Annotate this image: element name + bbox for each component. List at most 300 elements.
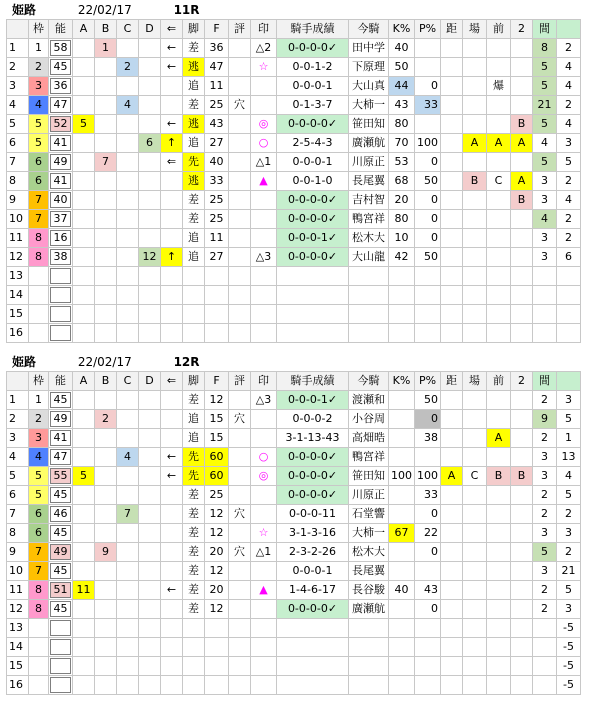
col-d-cell [139, 581, 161, 600]
leg-type-cell: 差 [183, 581, 205, 600]
col-f-cell: 47 [205, 58, 229, 77]
mark-cell [251, 486, 277, 505]
table-header [7, 20, 581, 39]
rating-cell [229, 248, 251, 267]
no-cell-cell: 6 [7, 134, 29, 153]
distance-cell: A [441, 467, 463, 486]
col-d-cell [139, 600, 161, 619]
p-pct-cell: 50 [415, 391, 441, 410]
second-cell [511, 657, 533, 676]
distance-cell [441, 391, 463, 410]
col-a-cell [73, 191, 95, 210]
col-b-cell [95, 619, 117, 638]
second-cell [511, 638, 533, 657]
col-b-cell [95, 391, 117, 410]
mark-cell [251, 562, 277, 581]
distance-cell [441, 305, 463, 324]
rating-cell [229, 486, 251, 505]
second-cell: B [511, 191, 533, 210]
leg-type-cell: 追 [183, 429, 205, 448]
table-row [7, 286, 581, 305]
column-header: 今騎 [349, 372, 389, 391]
k-pct-cell [389, 324, 415, 343]
course-cell [463, 676, 487, 695]
ability-cell [49, 467, 73, 486]
ability-cell [49, 96, 73, 115]
column-header: 場 [463, 20, 487, 39]
venue-label: 姫路 [12, 355, 37, 369]
ability-cell [49, 77, 73, 96]
mark-cell: △1 [251, 153, 277, 172]
col-b-cell [95, 324, 117, 343]
waku-cell: 8 [29, 248, 49, 267]
ability-value [50, 306, 71, 322]
ability-value: 40 [50, 192, 71, 208]
no-cell-cell: 12 [7, 600, 29, 619]
jockey-cell [349, 305, 389, 324]
jockey-cell: 大柿一 [349, 524, 389, 543]
waku-cell: 4 [29, 448, 49, 467]
col-d-cell [139, 638, 161, 657]
table-row [7, 676, 581, 695]
no-cell-cell: 5 [7, 115, 29, 134]
waku-cell: 8 [29, 581, 49, 600]
rating-cell [229, 39, 251, 58]
col-f-cell: 20 [205, 543, 229, 562]
column-header: B [95, 20, 117, 39]
k-pct-cell: 68 [389, 172, 415, 191]
interval-2-cell: 21 [557, 562, 581, 581]
col-c-cell [117, 324, 139, 343]
col-b-cell: 1 [95, 39, 117, 58]
col-f-cell: 27 [205, 248, 229, 267]
p-pct-cell [415, 267, 441, 286]
jockey-cell [349, 286, 389, 305]
ability-cell [49, 638, 73, 657]
prev-cell [487, 448, 511, 467]
distance-cell [441, 172, 463, 191]
no-cell-cell: 3 [7, 77, 29, 96]
mark-cell [251, 77, 277, 96]
p-pct-cell: 0 [415, 210, 441, 229]
k-pct-cell [389, 448, 415, 467]
ability-value: 58 [50, 40, 71, 56]
col-f-cell: 25 [205, 191, 229, 210]
prev-cell [487, 600, 511, 619]
course-cell [463, 77, 487, 96]
column-header [557, 20, 581, 39]
ability-cell [49, 267, 73, 286]
prev-cell [487, 210, 511, 229]
col-f-cell [205, 267, 229, 286]
col-b-cell [95, 248, 117, 267]
leg-type-cell: 差 [183, 524, 205, 543]
arrow-cell: ← [161, 58, 183, 77]
column-header: 騎手成績 [277, 372, 349, 391]
arrow-cell [161, 524, 183, 543]
course-cell [463, 600, 487, 619]
second-cell [511, 324, 533, 343]
column-header: 2 [511, 372, 533, 391]
jockey-record-cell: 0-0-0-1✓ [277, 229, 349, 248]
no-cell-cell: 9 [7, 191, 29, 210]
waku-cell: 5 [29, 115, 49, 134]
col-b-cell [95, 58, 117, 77]
rating-cell [229, 619, 251, 638]
distance-cell [441, 58, 463, 77]
interval-2-cell: 4 [557, 467, 581, 486]
ability-cell [49, 410, 73, 429]
jockey-record-cell: 3-1-13-43 [277, 429, 349, 448]
mark-cell: ☆ [251, 58, 277, 77]
jockey-record-cell: 0-0-1-2 [277, 58, 349, 77]
column-header: D [139, 372, 161, 391]
second-cell [511, 600, 533, 619]
prev-cell [487, 267, 511, 286]
jockey-cell: 下原理 [349, 58, 389, 77]
ability-value [50, 620, 71, 636]
ability-cell [49, 543, 73, 562]
mark-cell [251, 210, 277, 229]
arrow-cell: ← [161, 448, 183, 467]
arrow-cell [161, 210, 183, 229]
col-b-cell [95, 524, 117, 543]
col-d-cell [139, 657, 161, 676]
table-row [7, 562, 581, 581]
distance-cell [441, 39, 463, 58]
k-pct-cell: 50 [389, 58, 415, 77]
race-table-12 [6, 371, 581, 695]
interval-2-cell: -5 [557, 657, 581, 676]
table-row [7, 467, 581, 486]
arrow-cell [161, 638, 183, 657]
col-f-cell: 20 [205, 581, 229, 600]
interval-cell: 5 [533, 153, 557, 172]
jockey-cell: 松木大 [349, 229, 389, 248]
table-row [7, 600, 581, 619]
col-c-cell [117, 210, 139, 229]
prev-cell [487, 115, 511, 134]
arrow-cell: ← [161, 467, 183, 486]
jockey-cell: 小谷周 [349, 410, 389, 429]
mark-cell [251, 657, 277, 676]
leg-type-cell: 逃 [183, 172, 205, 191]
prev-cell: C [487, 172, 511, 191]
jockey-record-cell: 0-0-1-0 [277, 172, 349, 191]
col-f-cell: 36 [205, 39, 229, 58]
interval-cell: 2 [533, 505, 557, 524]
interval-2-cell [557, 305, 581, 324]
prev-cell [487, 391, 511, 410]
arrow-cell [161, 600, 183, 619]
jockey-record-cell: 0-0-0-1✓ [277, 391, 349, 410]
interval-cell: 5 [533, 543, 557, 562]
rating-cell [229, 467, 251, 486]
prev-cell [487, 96, 511, 115]
waku-cell: 6 [29, 172, 49, 191]
col-b-cell [95, 486, 117, 505]
k-pct-cell [389, 657, 415, 676]
leg-type-cell [183, 324, 205, 343]
course-cell [463, 210, 487, 229]
mark-cell: ▲ [251, 172, 277, 191]
distance-cell [441, 210, 463, 229]
mark-cell [251, 305, 277, 324]
jockey-cell [349, 267, 389, 286]
distance-cell [441, 486, 463, 505]
k-pct-cell [389, 286, 415, 305]
no-cell-cell: 1 [7, 39, 29, 58]
date-label: 22/02/17 [77, 3, 132, 17]
ability-value [50, 639, 71, 655]
k-pct-cell [389, 267, 415, 286]
p-pct-cell: 50 [415, 172, 441, 191]
col-a-cell [73, 657, 95, 676]
interval-cell [533, 324, 557, 343]
no-cell-cell: 14 [7, 638, 29, 657]
p-pct-cell [415, 638, 441, 657]
mark-cell [251, 638, 277, 657]
jockey-record-cell: 0-1-3-7 [277, 96, 349, 115]
column-header: 脚 [183, 20, 205, 39]
course-cell [463, 657, 487, 676]
col-d-cell [139, 429, 161, 448]
second-cell [511, 248, 533, 267]
prev-cell [487, 543, 511, 562]
table-row [7, 324, 581, 343]
distance-cell [441, 77, 463, 96]
rating-cell [229, 448, 251, 467]
column-header: 距 [441, 20, 463, 39]
race-header-12 [12, 354, 200, 370]
col-a-cell [73, 210, 95, 229]
ability-value: 47 [50, 97, 71, 113]
distance-cell [441, 96, 463, 115]
column-header: D [139, 20, 161, 39]
col-f-cell: 25 [205, 210, 229, 229]
p-pct-cell [415, 286, 441, 305]
no-cell-cell: 2 [7, 410, 29, 429]
arrow-cell [161, 324, 183, 343]
waku-cell: 6 [29, 153, 49, 172]
table-row [7, 115, 581, 134]
jockey-cell: 長尾翼 [349, 562, 389, 581]
course-cell [463, 96, 487, 115]
col-d-cell [139, 172, 161, 191]
p-pct-cell [415, 58, 441, 77]
distance-cell [441, 410, 463, 429]
column-header: 枠 [29, 372, 49, 391]
jockey-cell [349, 676, 389, 695]
col-d-cell [139, 96, 161, 115]
arrow-cell [161, 410, 183, 429]
p-pct-cell [415, 562, 441, 581]
rating-cell [229, 267, 251, 286]
p-pct-cell: 0 [415, 410, 441, 429]
col-b-cell [95, 657, 117, 676]
col-f-cell: 40 [205, 153, 229, 172]
arrow-cell [161, 562, 183, 581]
leg-type-cell: 差 [183, 543, 205, 562]
k-pct-cell: 80 [389, 115, 415, 134]
arrow-cell [161, 391, 183, 410]
interval-2-cell: 2 [557, 229, 581, 248]
distance-cell [441, 505, 463, 524]
jockey-record-cell [277, 286, 349, 305]
second-cell [511, 77, 533, 96]
waku-cell [29, 676, 49, 695]
interval-cell [533, 286, 557, 305]
waku-cell [29, 638, 49, 657]
mark-cell [251, 324, 277, 343]
table-row [7, 96, 581, 115]
leg-type-cell [183, 267, 205, 286]
mark-cell: ▲ [251, 581, 277, 600]
jockey-record-cell: 0-0-0-0✓ [277, 115, 349, 134]
distance-cell [441, 286, 463, 305]
distance-cell [441, 115, 463, 134]
prev-cell [487, 505, 511, 524]
col-c-cell [117, 410, 139, 429]
ability-cell [49, 391, 73, 410]
second-cell [511, 505, 533, 524]
interval-cell [533, 267, 557, 286]
col-d-cell [139, 58, 161, 77]
no-cell-cell: 4 [7, 96, 29, 115]
col-a-cell [73, 324, 95, 343]
col-f-cell: 12 [205, 600, 229, 619]
course-cell [463, 286, 487, 305]
leg-type-cell: 差 [183, 210, 205, 229]
jockey-cell: 大柿一 [349, 96, 389, 115]
col-c-cell [117, 467, 139, 486]
ability-value: 45 [50, 563, 71, 579]
col-a-cell: 5 [73, 115, 95, 134]
p-pct-cell: 100 [415, 467, 441, 486]
col-f-cell: 33 [205, 172, 229, 191]
second-cell [511, 619, 533, 638]
ability-cell [49, 562, 73, 581]
ability-cell [49, 248, 73, 267]
p-pct-cell: 0 [415, 505, 441, 524]
ability-cell [49, 39, 73, 58]
jockey-cell: 渡瀬和 [349, 391, 389, 410]
ability-cell [49, 676, 73, 695]
mark-cell [251, 676, 277, 695]
jockey-cell [349, 324, 389, 343]
col-b-cell: 7 [95, 153, 117, 172]
prev-cell [487, 191, 511, 210]
col-b-cell [95, 210, 117, 229]
col-c-cell [117, 77, 139, 96]
col-f-cell: 12 [205, 391, 229, 410]
col-b-cell [95, 172, 117, 191]
col-f-cell [205, 619, 229, 638]
col-d-cell [139, 562, 161, 581]
waku-cell: 6 [29, 524, 49, 543]
prev-cell [487, 410, 511, 429]
p-pct-cell: 0 [415, 543, 441, 562]
col-b-cell [95, 600, 117, 619]
ability-value: 55 [50, 468, 71, 484]
col-c-cell [117, 153, 139, 172]
distance-cell [441, 248, 463, 267]
distance-cell [441, 543, 463, 562]
second-cell [511, 96, 533, 115]
prev-cell [487, 619, 511, 638]
jockey-record-cell: 0-0-0-0✓ [277, 39, 349, 58]
ability-value: 36 [50, 78, 71, 94]
interval-2-cell: 3 [557, 134, 581, 153]
no-cell-cell: 4 [7, 448, 29, 467]
ability-cell [49, 486, 73, 505]
leg-type-cell: 逃 [183, 58, 205, 77]
interval-2-cell: -5 [557, 676, 581, 695]
jockey-cell: 高畑晧 [349, 429, 389, 448]
col-d-cell: 12 [139, 248, 161, 267]
arrow-cell: ← [161, 39, 183, 58]
no-cell-cell: 5 [7, 467, 29, 486]
col-b-cell [95, 96, 117, 115]
course-cell [463, 39, 487, 58]
rating-cell [229, 286, 251, 305]
second-cell [511, 562, 533, 581]
table-row [7, 267, 581, 286]
col-d-cell [139, 505, 161, 524]
race-header-11 [12, 2, 200, 18]
col-c-cell [117, 429, 139, 448]
col-f-cell [205, 305, 229, 324]
arrow-cell [161, 676, 183, 695]
leg-type-cell: 追 [183, 410, 205, 429]
col-d-cell [139, 448, 161, 467]
jockey-cell: 笹田知 [349, 115, 389, 134]
col-a-cell [73, 229, 95, 248]
waku-cell: 1 [29, 39, 49, 58]
leg-type-cell [183, 657, 205, 676]
leg-type-cell: 先 [183, 153, 205, 172]
ability-value: 37 [50, 211, 71, 227]
second-cell [511, 210, 533, 229]
rating-cell [229, 562, 251, 581]
ability-value: 45 [50, 525, 71, 541]
rating-cell [229, 600, 251, 619]
column-header: 印 [251, 20, 277, 39]
ability-value: 16 [50, 230, 71, 246]
ability-cell [49, 305, 73, 324]
column-header [7, 372, 29, 391]
leg-type-cell [183, 305, 205, 324]
interval-cell [533, 619, 557, 638]
ability-cell [49, 229, 73, 248]
interval-2-cell [557, 286, 581, 305]
course-cell [463, 448, 487, 467]
rating-cell [229, 172, 251, 191]
column-header: B [95, 372, 117, 391]
column-header: K% [389, 372, 415, 391]
table-row [7, 429, 581, 448]
k-pct-cell: 80 [389, 210, 415, 229]
col-f-cell [205, 638, 229, 657]
leg-type-cell: 先 [183, 448, 205, 467]
second-cell [511, 305, 533, 324]
interval-cell: 3 [533, 248, 557, 267]
arrow-cell [161, 286, 183, 305]
table-row [7, 134, 581, 153]
interval-2-cell: 3 [557, 524, 581, 543]
arrow-cell [161, 429, 183, 448]
col-a-cell [73, 486, 95, 505]
